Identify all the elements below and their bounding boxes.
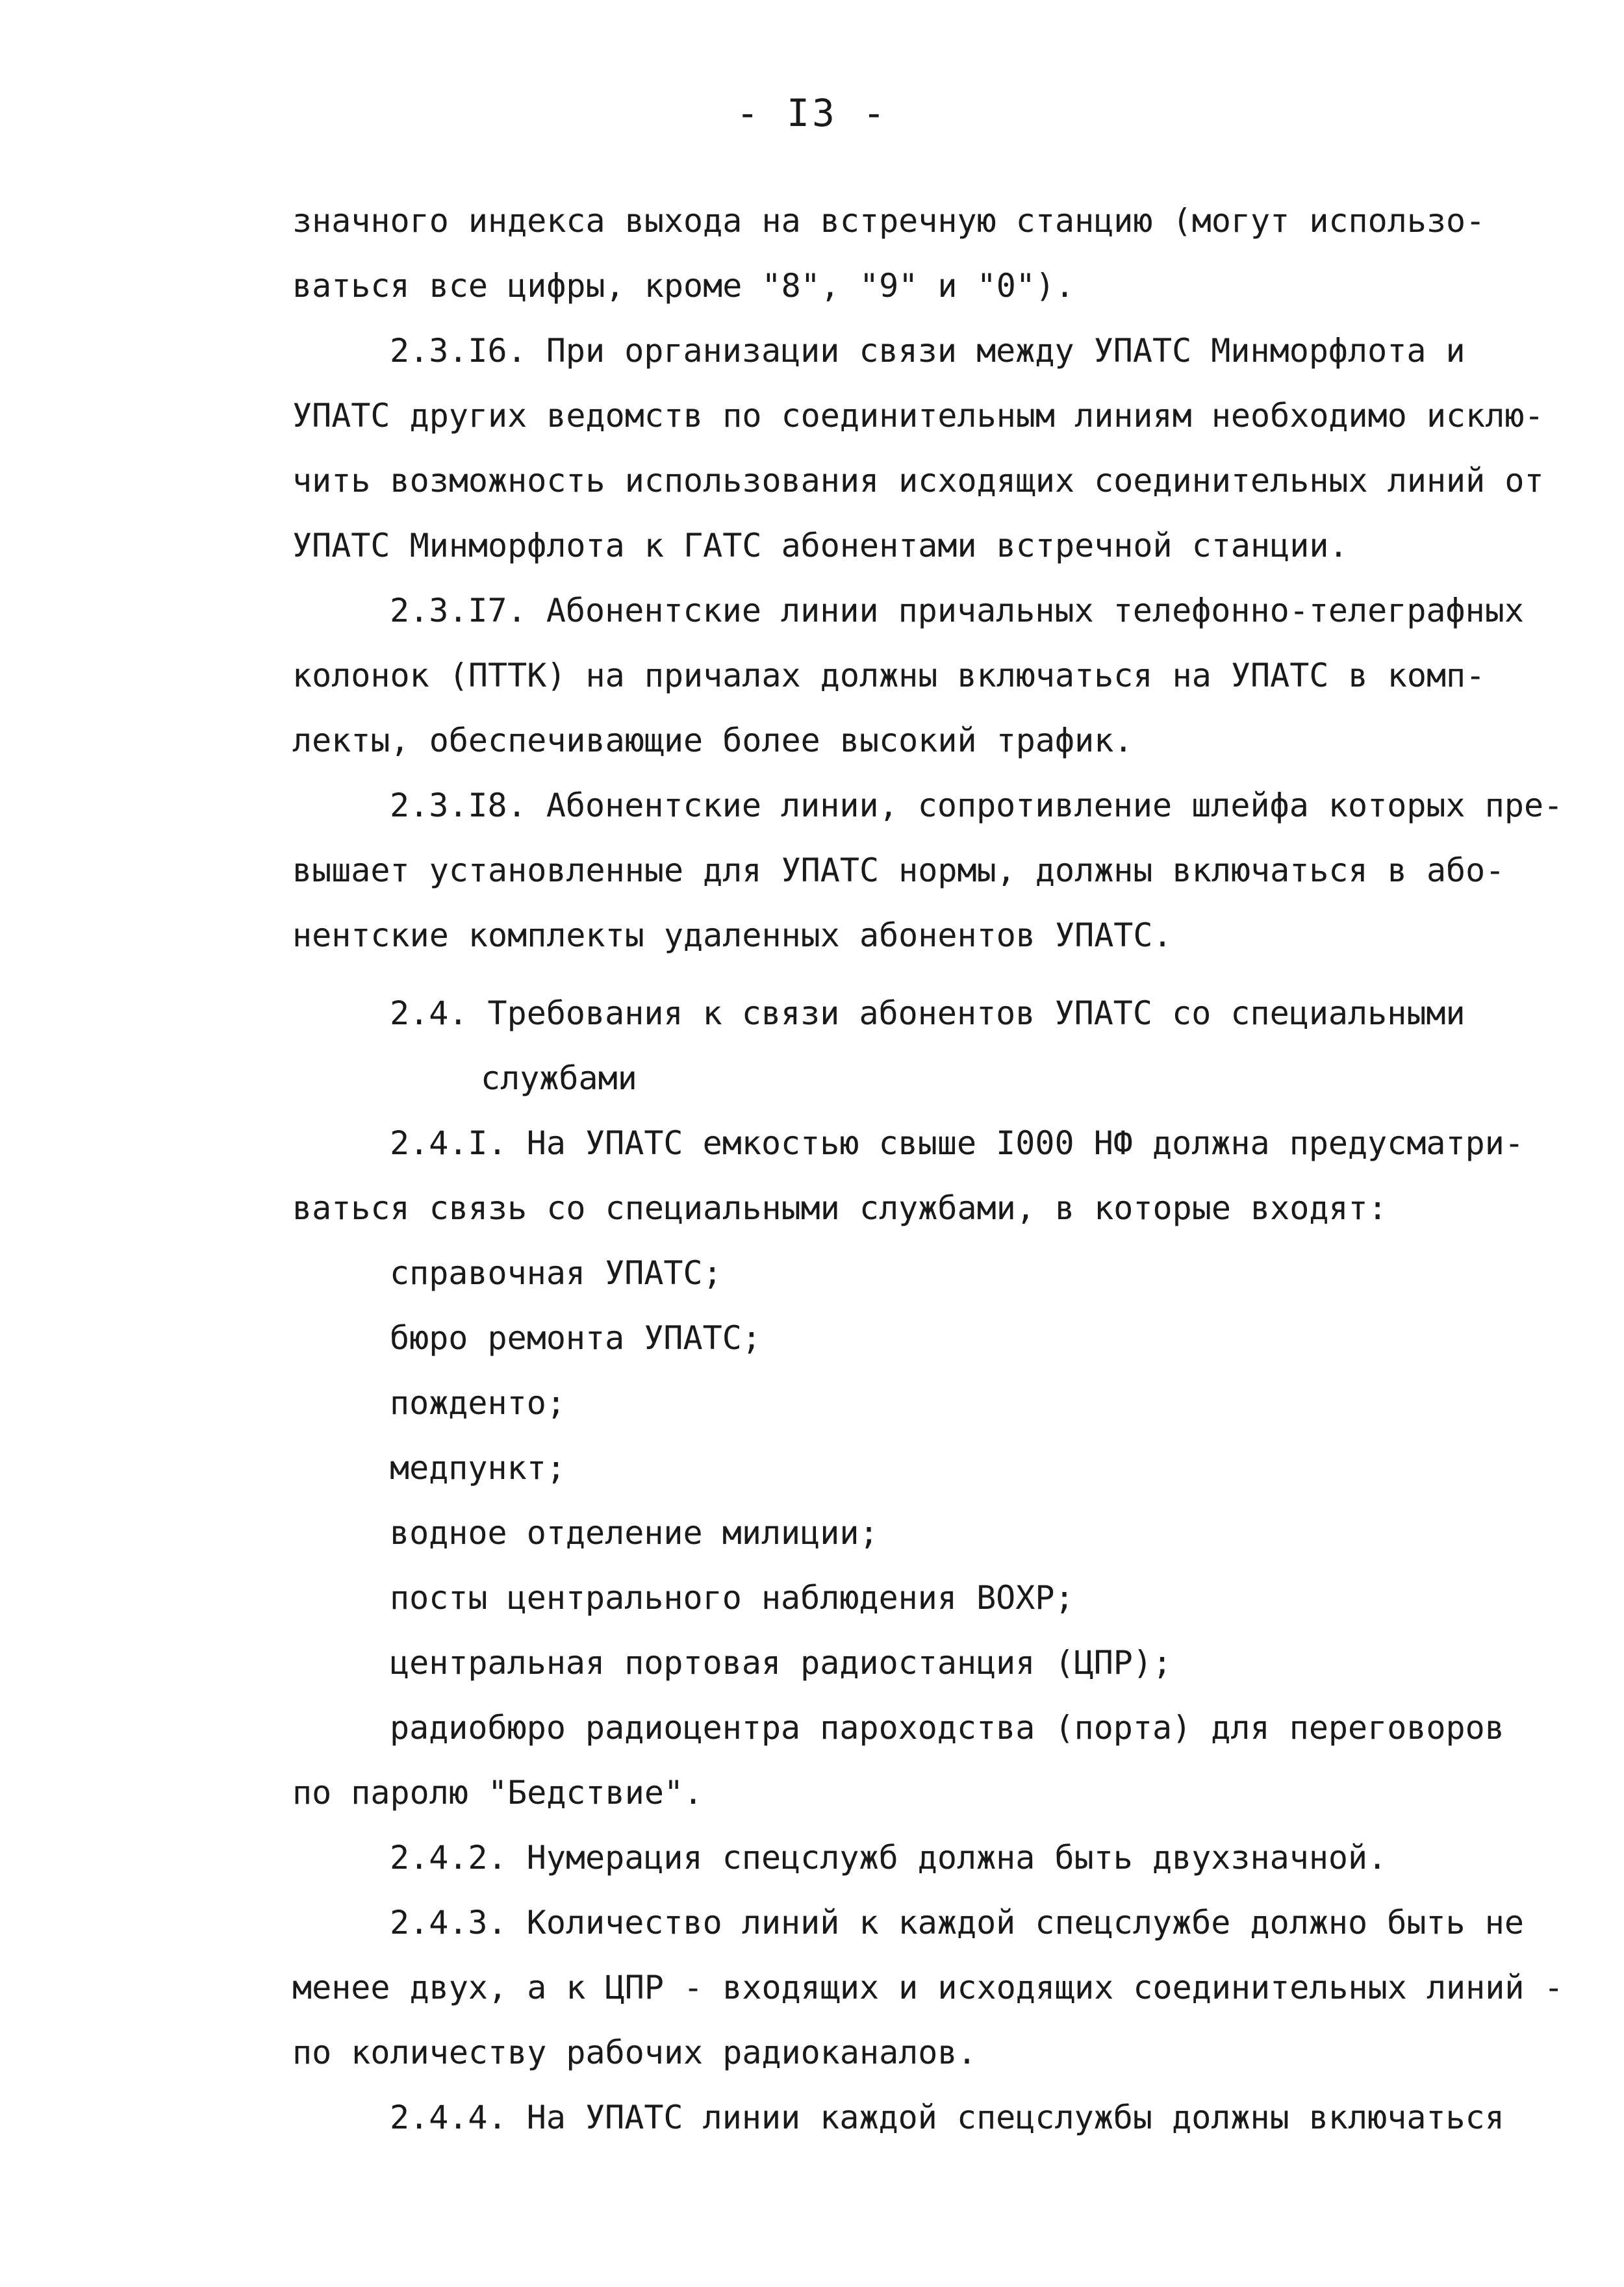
list-item: радиобюро радиоцентра пароходства (порта) для переговоров: [390, 1709, 1504, 1747]
paragraph-2-4-3: 2.4.3. Количество линий к каждой спецслужбе должно быть не: [390, 1904, 1524, 1941]
paragraph-2-4-2: 2.4.2. Нумерация спецслужб должна быть двухзначной.: [390, 1839, 1388, 1876]
paragraph-2-3-18: 2.3.I8. Абонентские линии, сопротивление шлейфа которых пре-: [390, 787, 1564, 824]
text-line: УПАТС других ведомств по соединительным линиям необходимо исклю-: [292, 397, 1544, 435]
text-line: колонок (ПТТК) на причалах должны включаться на УПАТС в комп-: [292, 657, 1486, 694]
paragraph-2-3-17: 2.3.I7. Абонентские линии причальных телефонно-телеграфных: [390, 592, 1524, 629]
text-line: УПАТС Минморфлота к ГАТС абонентами встречной станции.: [292, 527, 1349, 564]
list-item: водное отделение милиции;: [390, 1514, 879, 1552]
body-text: [292, 188, 1579, 2150]
list-item: центральная портовая радиостанция (ЦПР);: [390, 1644, 1173, 1682]
list-item: посты центрального наблюдения ВОХР;: [390, 1579, 1074, 1617]
text-line: по паролю "Бедствие".: [292, 1774, 704, 1812]
text-line: ваться связь со специальными службами, в которые входят:: [292, 1189, 1388, 1227]
paragraph-2-4-1: 2.4.I. На УПАТС емкостью свыше I000 НФ должна предусматри-: [390, 1124, 1524, 1162]
list-item: пожденто;: [390, 1384, 566, 1422]
text-line: значного индекса выхода на встречную станцию (могут использо-: [292, 202, 1486, 240]
text-line: по количеству рабочих радиоканалов.: [292, 2034, 977, 2071]
paragraph-2-3-16: 2.3.I6. При организации связи между УПАТС Минморфлота и: [390, 332, 1465, 370]
paragraph-2-4-4: 2.4.4. На УПАТС линии каждой спецслужбы должны включаться: [390, 2099, 1504, 2136]
list-item: медпункт;: [390, 1449, 566, 1487]
list-item: бюро ремонта УПАТС;: [390, 1319, 761, 1357]
text-line: менее двух, а к ЦПР - входящих и исходящих соединительных линий -: [292, 1969, 1564, 2006]
page-number: - I3 -: [736, 91, 888, 135]
text-line: лекты, обеспечивающие более высокий трафик.: [292, 722, 1134, 759]
list-item: справочная УПАТС;: [390, 1254, 722, 1292]
section-heading-continuation: службами: [481, 1059, 637, 1097]
text-line: нентские комплекты удаленных абонентов УПАТС.: [292, 916, 1173, 954]
text-line: вышает установленные для УПАТС нормы, должны включаться в або-: [292, 852, 1505, 889]
section-heading-2-4: 2.4. Требования к связи абонентов УПАТС со специальными: [390, 994, 1465, 1032]
text-line: ваться все цифры, кроме "8", "9" и "0").: [292, 267, 1075, 305]
text-line: чить возможность использования исходящих соединительных линий от: [292, 462, 1544, 499]
